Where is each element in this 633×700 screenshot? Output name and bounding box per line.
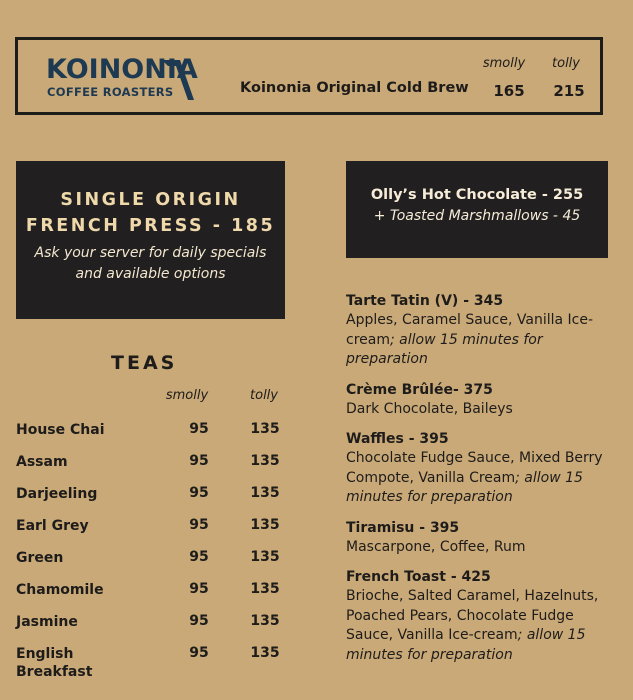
tea-name: Earl Grey [16, 518, 89, 534]
dessert-description: Dark Chocolate, Baileys [346, 401, 513, 417]
tea-row [16, 581, 286, 613]
tea-price-small: 95 [189, 581, 209, 597]
tea-name: English Breakfast [16, 646, 93, 680]
tea-price-tall: 135 [250, 421, 280, 437]
teas-col-tolly: tolly [250, 388, 278, 403]
dessert-item [346, 568, 616, 665]
tea-row [16, 549, 286, 581]
dessert-item [346, 381, 616, 420]
teas-heading: TEAS [111, 352, 178, 374]
single-origin-line2: FRENCH PRESS - 185 [25, 216, 276, 236]
header-col-smolly: smolly [482, 56, 526, 71]
tea-price-small: 95 [189, 453, 209, 469]
tea-price-small: 95 [189, 645, 209, 661]
tea-row [16, 613, 286, 645]
tea-row [16, 645, 286, 680]
tea-price-tall: 135 [250, 613, 280, 629]
tea-name: Darjeeling [16, 486, 98, 502]
tea-row [16, 453, 286, 485]
tea-name: Jasmine [16, 614, 78, 630]
tea-price-tall: 135 [250, 645, 280, 661]
logo [46, 54, 196, 104]
dessert-title: Waffles - 395 [346, 431, 449, 447]
marshmallow-addon: + Toasted Marshmallows - 45 [373, 208, 581, 224]
tea-price-small: 95 [189, 549, 209, 565]
tea-row [16, 485, 286, 517]
teas-col-smolly: smolly [165, 388, 209, 403]
tea-row [16, 421, 286, 453]
tea-price-tall: 135 [250, 485, 280, 501]
dessert-prep-note: ; allow 15 minutes for preparation [346, 469, 583, 505]
single-origin-note1: Ask your server for daily specials [34, 245, 267, 261]
dessert-description: Apples, Caramel Sauce, Vanilla Ice-cream; allow 15 minutes for preparation [346, 312, 594, 367]
dessert-prep-note: ; allow 15 minutes for preparation [346, 331, 543, 367]
tea-name: Chamomile [16, 582, 104, 598]
dessert-title: Tarte Tatin (V) - 345 [346, 293, 504, 309]
tea-price-tall: 135 [250, 517, 280, 533]
hot-chocolate-title: Olly’s Hot Chocolate - 255 [370, 187, 584, 203]
dessert-item [346, 430, 616, 508]
header-col-tolly: tolly [552, 56, 580, 71]
cold-brew-price-tall: 215 [553, 82, 585, 100]
tea-name: House Chai [16, 422, 105, 438]
dessert-description: Brioche, Salted Caramel, Hazelnuts, Poached Pears, Chocolate Fudge Sauce, Vanilla Ice-cream; allow 15 minutes for preparation [346, 588, 599, 663]
hot-chocolate-box [346, 161, 608, 258]
logo-wordmark: KOINONIA [46, 54, 198, 85]
tea-price-small: 95 [189, 485, 209, 501]
dessert-description: Mascarpone, Coffee, Rum [346, 539, 526, 555]
tea-price-tall: 135 [250, 453, 280, 469]
single-origin-line1: SINGLE ORIGIN [60, 190, 241, 210]
single-origin-note2: and available options [75, 266, 226, 282]
tea-price-small: 95 [189, 517, 209, 533]
single-origin-box [16, 161, 285, 319]
header-box [15, 37, 603, 115]
dessert-item [346, 292, 616, 370]
dessert-title: Crème Brûlée- 375 [346, 382, 493, 398]
dessert-title: Tiramisu - 395 [346, 520, 460, 536]
logo-subtitle: COFFEE ROASTERS [47, 85, 174, 99]
tea-name: Green [16, 550, 64, 566]
tea-price-tall: 135 [250, 581, 280, 597]
dessert-description: Chocolate Fudge Sauce, Mixed Berry Compote, Vanilla Cream; allow 15 minutes for preparation [346, 450, 603, 505]
dessert-item [346, 519, 616, 558]
tea-price-small: 95 [189, 421, 209, 437]
cold-brew-price-small: 165 [493, 82, 525, 100]
dessert-prep-note: ; allow 15 minutes for preparation [346, 627, 586, 663]
cold-brew-item: Koinonia Original Cold Brew [240, 80, 469, 96]
tea-row [16, 517, 286, 549]
tea-name: Assam [16, 454, 68, 470]
dessert-title: French Toast - 425 [346, 569, 491, 585]
tea-price-tall: 135 [250, 549, 280, 565]
tea-price-small: 95 [189, 613, 209, 629]
